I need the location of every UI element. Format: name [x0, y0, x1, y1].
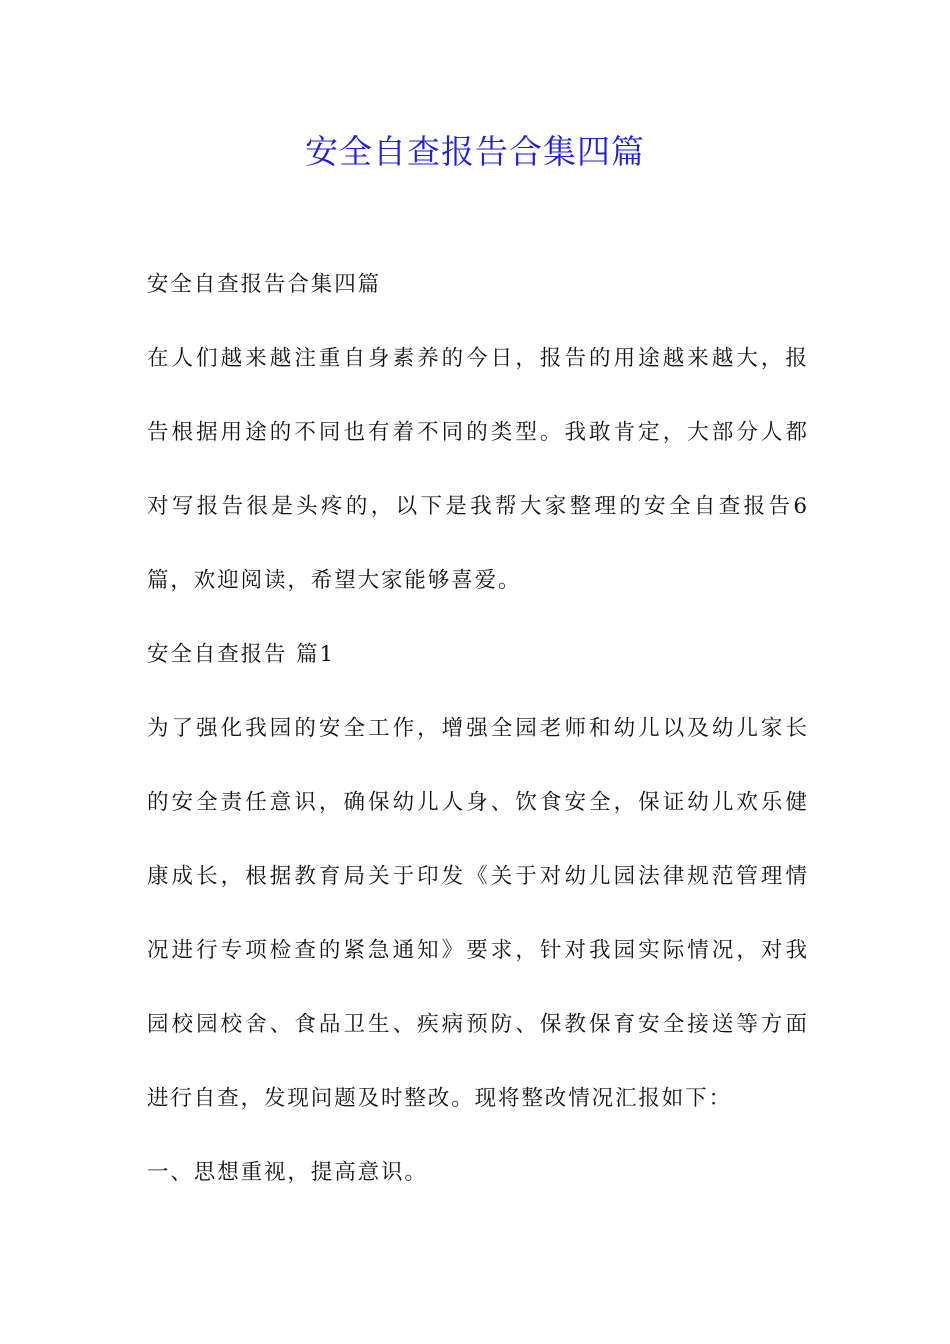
paragraph-line: 安全自查报告合集四篇	[147, 272, 382, 297]
paragraph-line: 为了强化我园的安全工作，增强全园老师和幼儿以及幼儿家长	[147, 716, 807, 741]
paragraph-line: 进行自查，发现问题及时整改。现将整改情况汇报如下：	[147, 1086, 733, 1111]
document-title: 安全自查报告合集四篇	[305, 132, 645, 171]
paragraph-line: 况进行专项检查的紧急通知》要求，针对我园实际情况，对我	[147, 938, 807, 963]
paragraph-line: 在人们越来越注重自身素养的今日，报告的用途越来越大，报	[147, 346, 807, 371]
paragraph-line: 篇，欢迎阅读，希望大家能够喜爱。	[147, 568, 522, 593]
paragraph-line: 对写报告很是头疼的，以下是我帮大家整理的安全自查报告6	[147, 494, 807, 519]
paragraph-line: 的安全责任意识，确保幼儿人身、饮食安全，保证幼儿欢乐健	[147, 790, 807, 815]
section-heading: 安全自查报告 篇1	[147, 642, 336, 667]
document-body	[147, 261, 807, 1223]
paragraph-line: 告根据用途的不同也有着不同的类型。我敢肯定，大部分人都	[147, 420, 807, 445]
paragraph-line: 康成长，根据教育局关于印发《关于对幼儿园法律规范管理情	[147, 864, 807, 889]
paragraph-line: 园校园校舍、食品卫生、疾病预防、保教保育安全接送等方面	[147, 1012, 807, 1037]
subsection-heading: 一、思想重视，提高意识。	[147, 1160, 428, 1185]
